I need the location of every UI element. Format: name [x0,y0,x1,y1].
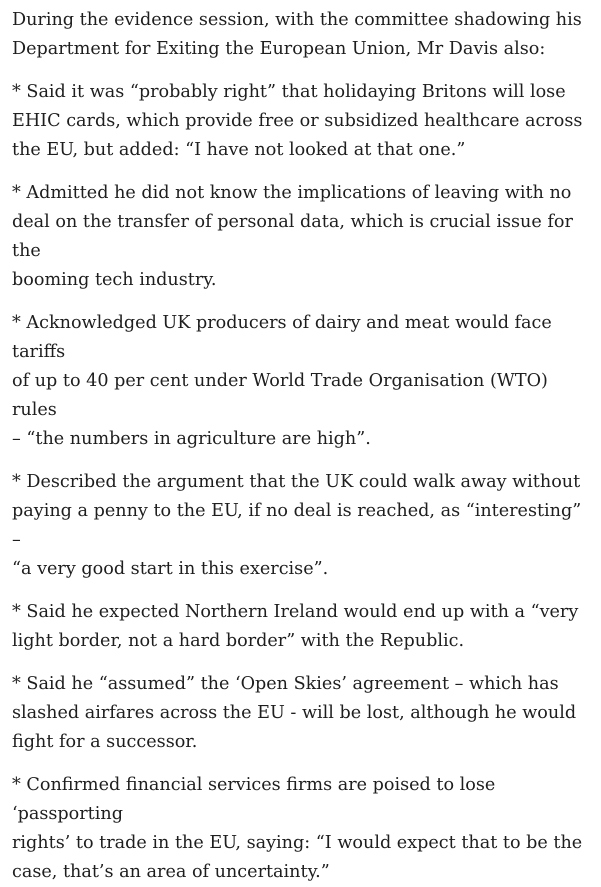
bullet-paragraph-passporting: * Confirmed financial services firms are poised to lose ‘passporting rights’ to trade in the EU, saying: “I would expect that to be the case, that’s an area of uncertainty.” [12,775,583,882]
bullet-paragraph-ehic: * Said it was “probably right” that holidaying Britons will lose EHIC cards, which provide free or subsidized healthcare across the EU, but added: “I have not looked at that one.” [12,82,583,160]
bullet-paragraph-tariffs: * Acknowledged UK producers of dairy and meat would face tariffs of up to 40 per cent under World Trade Organisation (WTO) rules – “the numbers in agriculture are high”. [12,313,552,449]
bullet-paragraph-walk-away: * Described the argument that the UK could walk away without paying a penny to the EU, if no deal is reached, as “interesting” – “a very good start in this exercise”. [12,472,582,579]
bullet-paragraph-northern-ireland: * Said he expected Northern Ireland would end up with a “very light border, not a hard border” with the Republic. [12,602,579,651]
bullet-paragraph-open-skies: * Said he “assumed” the ‘Open Skies’ agreement – which has slashed airfares across the EU - will be lost, although he would fight for a successor. [12,674,577,752]
bullet-paragraph-personal-data: * Admitted he did not know the implications of leaving with no deal on the transfer of personal data, which is crucial issue for the booming tech industry. [12,183,573,290]
intro-paragraph: During the evidence session, with the committee shadowing his Department for Exiting the European Union, Mr Davis also: [12,10,582,59]
